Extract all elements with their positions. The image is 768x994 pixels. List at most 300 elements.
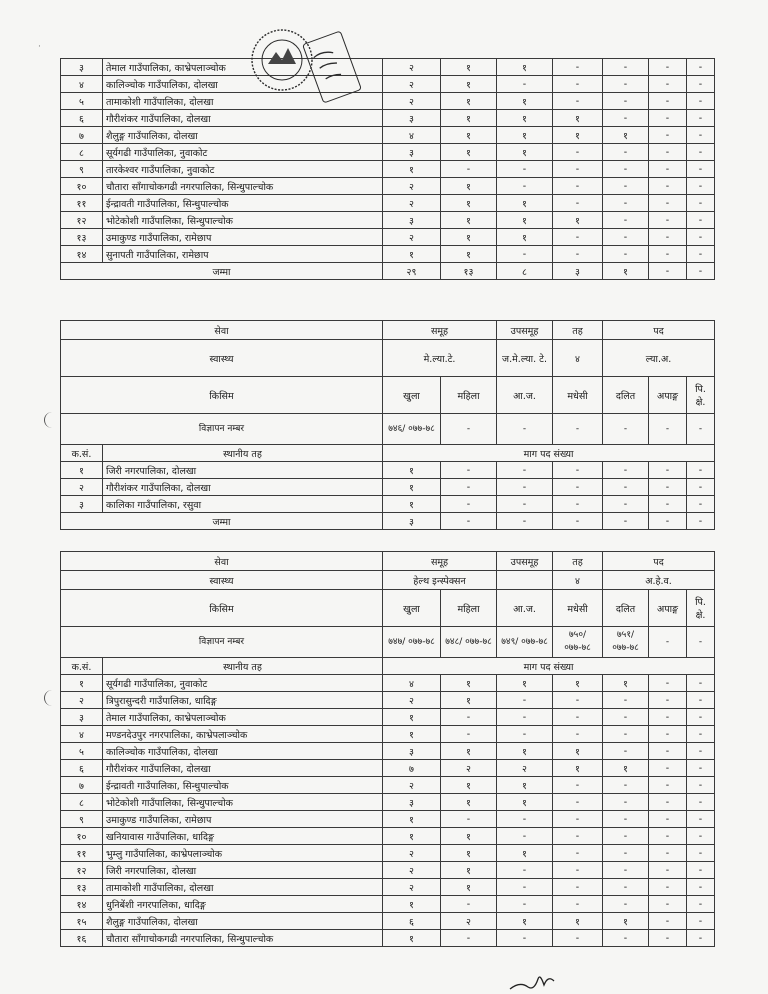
post-count: - <box>649 212 687 229</box>
post-count: - <box>497 862 553 879</box>
post-count: - <box>649 462 687 479</box>
local-level-name: कालिञ्चोक गाउँपालिका, दोलखा <box>103 76 383 93</box>
post-count: - <box>603 93 649 110</box>
serial-number: १२ <box>61 862 103 879</box>
post-count: - <box>553 462 603 479</box>
post-count: - <box>497 462 553 479</box>
post-count: - <box>687 496 715 513</box>
post-count: - <box>687 743 715 760</box>
post-count: - <box>553 479 603 496</box>
post-count: - <box>649 743 687 760</box>
post-count: २ <box>383 777 441 794</box>
post-count: ७ <box>383 760 441 777</box>
local-level-name: खनियावास गाउँपालिका, धादिङ्ग <box>103 828 383 845</box>
post-count: - <box>649 811 687 828</box>
table-row <box>61 144 715 161</box>
post-count: - <box>603 879 649 896</box>
post-count: - <box>603 246 649 263</box>
table-row <box>61 161 715 178</box>
table-row <box>61 862 715 879</box>
post-count: - <box>553 879 603 896</box>
post-count: - <box>687 777 715 794</box>
post-count: २ <box>441 913 497 930</box>
post-count: २ <box>383 93 441 110</box>
serial-number: ५ <box>61 93 103 110</box>
post-count: - <box>687 879 715 896</box>
table-health-inspection: सेवा समूह उपसमूह तह पद स्वास्थ्य हेल्थ इन्स्पेक्सन ४ अ.हे.व. किसिम खुला महिला आ.ज. मधेसी दलित अपाङ्ग पि. क्षे. विज्ञापन नम्बर ७४७/ ०७७-७८ ७४८/ ०७७-७८ ७४९/ ०७७-७८ ७५०/ ०७७-७८ ७५१/ ०७७-७८ - - क.सं. स्थानीय तह माग पद संख्या १ सूर्यगढी गाउँपालिका, नुवाकोट ४ १ १ १ १ - - २ त्रिपुरासुन्दरी गाउँपालिका, धादिङ्ग २ १ - - - - - ३ तेमाल गाउँपालिका, काभ्रेपलाञ्चोक १ - - - - - - ४ मण्डनदेउपुर नगरपालिका, काभ्रेपलाञ्चोक १ - - - - - - ५ कालिञ्चोक गाउँपालिका, दोलखा ३ १ १ १ - - - ६ गौरीशंकर गाउँपालिका, दोलखा ७ २ २ १ १ - - ७ ईन्द्रावती गाउँपालिका, सिन्धुपाल्चोक २ १ १ - - - - ८ भोटेकोशी गाउँपालिका, सिन्धुपाल्चोक ३ १ १ - - - - ९ उमाकुण्ड गाउँपालिका, रामेछाप १ - - - - - - १० खनियावास गाउँपालिका, धादिङ्ग १ १ - - - - - ११ भुम्लु गाउँपालिका, काभ्रेपलाञ्चोक २ १ १ - - - - १२ जिरी नगरपालिका, दोलखा २ १ - - - - - १३ तामाकोशी गाउँपालिका, दोलखा २ १ - - - - - १४ धुनिबेंशी नगरपालिका, धादिङ्ग १ - - - - - - १५ शैलुङ्ग गाउँपालिका, दोलखा ६ २ १ १ १ - - १६ चौतारा साँगाचोकगढी नगरपालिका, सिन्धुपाल्चोक १ - - - - - - <box>60 551 715 947</box>
post-count: - <box>649 862 687 879</box>
post-count: - <box>649 127 687 144</box>
post-count: - <box>687 479 715 496</box>
local-level-name: शैलुङ्ग गाउँपालिका, दोलखा <box>103 127 383 144</box>
table-row <box>61 828 715 845</box>
post-count: - <box>441 479 497 496</box>
post-count: १ <box>441 127 497 144</box>
post-count: - <box>553 777 603 794</box>
post-count: १ <box>441 743 497 760</box>
local-level-name: तेमाल गाउँपालिका, काभ्रेपलाञ्चोक <box>103 59 383 76</box>
post-count: - <box>497 811 553 828</box>
post-count: १ <box>441 59 497 76</box>
post-count: १ <box>441 246 497 263</box>
post-count: - <box>687 212 715 229</box>
post-count: - <box>649 496 687 513</box>
post-count: - <box>649 161 687 178</box>
post-count: - <box>603 828 649 845</box>
serial-number: १६ <box>61 930 103 947</box>
post-count: १ <box>441 862 497 879</box>
post-count: - <box>603 709 649 726</box>
local-level-name: चौतारा साँगाचोकगढी नगरपालिका, सिन्धुपाल्चोक <box>103 930 383 947</box>
binding-mark <box>44 690 55 706</box>
post-count: - <box>687 828 715 845</box>
post-count: १ <box>441 178 497 195</box>
post-count: - <box>553 811 603 828</box>
local-level-name: सूर्यगढी गाउँपालिका, नुवाकोट <box>103 144 383 161</box>
post-count: १ <box>441 845 497 862</box>
post-count: - <box>603 794 649 811</box>
table-row <box>61 777 715 794</box>
table-row <box>61 479 715 496</box>
post-count: ३ <box>383 212 441 229</box>
table-row <box>61 879 715 896</box>
post-count: १ <box>497 195 553 212</box>
serial-number: १३ <box>61 229 103 246</box>
serial-number: ४ <box>61 726 103 743</box>
post-count: २ <box>383 879 441 896</box>
post-count: - <box>649 828 687 845</box>
post-count: - <box>553 496 603 513</box>
post-count: ४ <box>383 675 441 692</box>
post-count: - <box>687 794 715 811</box>
local-level-name: त्रिपुरासुन्दरी गाउँपालिका, धादिङ्ग <box>103 692 383 709</box>
post-count: - <box>687 59 715 76</box>
table-lab-assistant: सेवा समूह उपसमूह तह पद स्वास्थ्य मे.ल्या.टे. ज.मे.ल्या. टे. ४ ल्या.अ. किसिम खुला महिला आ.ज. मधेसी दलित अपाङ्ग पि. क्षे. विज्ञापन नम्बर ७४६/ ०७७-७८ - - - - - - क.सं. स्थानीय तह माग पद संख्या १ जिरी नगरपालिका, दोलखा १ - - - - - - २ गौरीशंकर गाउँपालिका, दोलखा १ - - - - - - ३ कालिका गाउँपालिका, रसुवा १ - - - - - - जम्मा ३ - - - - - - <box>60 320 715 530</box>
post-count: - <box>687 229 715 246</box>
scan-speck: · <box>38 42 41 52</box>
post-count: १ <box>603 913 649 930</box>
post-count: २ <box>383 229 441 246</box>
table-row <box>61 212 715 229</box>
local-level-name: कालिका गाउँपालिका, रसुवा <box>103 496 383 513</box>
post-count: १ <box>497 212 553 229</box>
post-count: १ <box>441 76 497 93</box>
post-count: - <box>649 879 687 896</box>
post-count: - <box>649 110 687 127</box>
handwritten-signature <box>508 973 568 993</box>
post-count: १ <box>497 110 553 127</box>
post-count: ४ <box>383 127 441 144</box>
table-row <box>61 93 715 110</box>
post-count: - <box>649 229 687 246</box>
total-label: जम्मा <box>61 263 383 280</box>
post-count: २ <box>383 195 441 212</box>
post-count: १ <box>553 913 603 930</box>
post-count: - <box>649 59 687 76</box>
serial-number: १५ <box>61 913 103 930</box>
post-count: - <box>553 862 603 879</box>
serial-number: १० <box>61 178 103 195</box>
local-level-name: ईन्द्रावती गाउँपालिका, सिन्धुपाल्चोक <box>103 777 383 794</box>
post-count: १ <box>383 709 441 726</box>
post-count: - <box>603 496 649 513</box>
serial-number: १० <box>61 828 103 845</box>
post-count: - <box>553 828 603 845</box>
post-count: १ <box>441 93 497 110</box>
local-level-name: सुनापती गाउँपालिका, रामेछाप <box>103 246 383 263</box>
post-count: १ <box>497 743 553 760</box>
post-count: - <box>441 930 497 947</box>
post-count: - <box>649 479 687 496</box>
post-count: - <box>497 246 553 263</box>
post-count: १ <box>497 59 553 76</box>
post-count: - <box>687 760 715 777</box>
post-count: १ <box>497 777 553 794</box>
post-count: - <box>649 930 687 947</box>
table-continuation: ३ तेमाल गाउँपालिका, काभ्रेपलाञ्चोक २ १ १ - - - - ४ कालिञ्चोक गाउँपालिका, दोलखा २ १ - - - - - ५ तामाकोशी गाउँपालिका, दोलखा २ १ १ - - - - ६ गौरीशंकर गाउँपालिका, दोलखा ३ १ १ १ - - - ७ शैलुङ्ग गाउँपालिका, दोलखा ४ १ १ १ १ - - ८ सूर्यगढी गाउँपालिका, नुवाकोट ३ १ १ - - - - ९ तारकेश्वर गाउँपालिका, नुवाकोट १ - - - - - - १० चौतारा साँगाचोकगढी नगरपालिका, सिन्धुपाल्चोक २ १ - - - - - ११ ईन्द्रावती गाउँपालिका, सिन्धुपाल्चोक २ १ १ - - - - १२ भोटेकोशी गाउँपालिका, सिन्धुपाल्चोक ३ १ १ १ - - - १३ उमाकुण्ड गाउँपालिका, रामेछाप २ १ १ - - - - १४ सुनापती गाउँपालिका, रामेछाप १ १ - - - - - जम्मा २९ १३ ८ ३ १ - - <box>60 58 715 280</box>
post-count: १ <box>383 930 441 947</box>
serial-number: १४ <box>61 896 103 913</box>
post-count: - <box>687 127 715 144</box>
post-count: १ <box>383 828 441 845</box>
post-count: १ <box>383 246 441 263</box>
post-count: - <box>441 709 497 726</box>
post-count: १ <box>497 845 553 862</box>
post-count: - <box>603 161 649 178</box>
table-row <box>61 896 715 913</box>
post-count: - <box>497 879 553 896</box>
post-count: १ <box>441 828 497 845</box>
table-row <box>61 195 715 212</box>
post-count: - <box>687 913 715 930</box>
post-count: - <box>553 93 603 110</box>
serial-number: ८ <box>61 794 103 811</box>
post-count: - <box>687 709 715 726</box>
serial-number: ८ <box>61 144 103 161</box>
post-count: ३ <box>383 110 441 127</box>
post-count: - <box>497 479 553 496</box>
post-count: २ <box>383 76 441 93</box>
post-count: - <box>649 692 687 709</box>
post-count: १ <box>497 913 553 930</box>
post-count: - <box>441 896 497 913</box>
post-count: - <box>497 161 553 178</box>
post-count: १ <box>441 777 497 794</box>
post-count: - <box>649 794 687 811</box>
post-count: - <box>687 161 715 178</box>
local-level-name: भोटेकोशी गाउँपालिका, सिन्धुपाल्चोक <box>103 212 383 229</box>
serial-number: २ <box>61 479 103 496</box>
post-count: १ <box>497 229 553 246</box>
local-level-name: तारकेश्वर गाउँपालिका, नुवाकोट <box>103 161 383 178</box>
post-count: - <box>603 76 649 93</box>
post-count: - <box>649 913 687 930</box>
post-count: १ <box>603 675 649 692</box>
table-row <box>61 246 715 263</box>
post-count: - <box>553 144 603 161</box>
post-count: - <box>687 462 715 479</box>
post-count: - <box>687 675 715 692</box>
serial-number: १ <box>61 675 103 692</box>
table-row <box>61 127 715 144</box>
post-count: - <box>687 930 715 947</box>
post-count: - <box>687 195 715 212</box>
post-count: - <box>553 692 603 709</box>
post-count: १ <box>497 93 553 110</box>
post-count: - <box>553 161 603 178</box>
post-count: १ <box>441 144 497 161</box>
post-count: १ <box>603 760 649 777</box>
serial-number: ९ <box>61 811 103 828</box>
post-count: - <box>441 726 497 743</box>
serial-number: ७ <box>61 777 103 794</box>
local-level-name: गौरीशंकर गाउँपालिका, दोलखा <box>103 110 383 127</box>
post-count: - <box>687 896 715 913</box>
post-count: - <box>497 692 553 709</box>
post-count: - <box>649 709 687 726</box>
table-row <box>61 692 715 709</box>
post-count: ३ <box>383 743 441 760</box>
serial-number: १४ <box>61 246 103 263</box>
local-level-name: भुम्लु गाउँपालिका, काभ्रेपलाञ्चोक <box>103 845 383 862</box>
serial-number: ९ <box>61 161 103 178</box>
local-level-name: गौरीशंकर गाउँपालिका, दोलखा <box>103 479 383 496</box>
local-level-name: उमाकुण्ड गाउँपालिका, रामेछाप <box>103 811 383 828</box>
post-count: - <box>603 479 649 496</box>
post-count: - <box>497 828 553 845</box>
post-count: १ <box>441 229 497 246</box>
post-count: - <box>687 246 715 263</box>
serial-number: १ <box>61 462 103 479</box>
post-count: - <box>603 845 649 862</box>
post-count: - <box>649 93 687 110</box>
post-count: - <box>497 496 553 513</box>
serial-number: १३ <box>61 879 103 896</box>
post-count: - <box>497 726 553 743</box>
local-level-name: जिरी नगरपालिका, दोलखा <box>103 862 383 879</box>
local-level-name: तामाकोशी गाउँपालिका, दोलखा <box>103 879 383 896</box>
post-count: - <box>497 896 553 913</box>
post-count: १ <box>553 675 603 692</box>
post-count: - <box>649 76 687 93</box>
post-count: १ <box>603 127 649 144</box>
table-row <box>61 811 715 828</box>
post-count: - <box>603 144 649 161</box>
post-count: - <box>441 462 497 479</box>
table-row <box>61 709 715 726</box>
table-row <box>61 913 715 930</box>
local-level-name: शैलुङ्ग गाउँपालिका, दोलखा <box>103 913 383 930</box>
post-count: - <box>553 246 603 263</box>
table-row <box>61 743 715 760</box>
post-count: - <box>649 144 687 161</box>
post-count: २ <box>383 59 441 76</box>
serial-number: ५ <box>61 743 103 760</box>
post-count: २ <box>383 845 441 862</box>
serial-number: ११ <box>61 195 103 212</box>
post-count: - <box>603 195 649 212</box>
local-level-name: तामाकोशी गाउँपालिका, दोलखा <box>103 93 383 110</box>
post-count: - <box>687 76 715 93</box>
local-level-name: चौतारा साँगाचोकगढी नगरपालिका, सिन्धुपाल्चोक <box>103 178 383 195</box>
post-count: - <box>603 59 649 76</box>
post-count: १ <box>441 794 497 811</box>
table-row <box>61 930 715 947</box>
post-count: १ <box>383 726 441 743</box>
post-count: - <box>649 195 687 212</box>
post-count: - <box>497 76 553 93</box>
post-count: २ <box>383 862 441 879</box>
post-count: - <box>553 76 603 93</box>
table-row <box>61 229 715 246</box>
post-count: - <box>553 59 603 76</box>
post-count: १ <box>497 144 553 161</box>
post-count: - <box>603 178 649 195</box>
post-count: - <box>441 496 497 513</box>
post-count: - <box>441 161 497 178</box>
post-count: १ <box>497 127 553 144</box>
post-count: - <box>687 862 715 879</box>
local-level-name: उमाकुण्ड गाउँपालिका, रामेछाप <box>103 229 383 246</box>
post-count: - <box>553 794 603 811</box>
advertisement-number-label: विज्ञापन नम्बर <box>61 414 383 445</box>
serial-number: ११ <box>61 845 103 862</box>
post-count: १ <box>441 675 497 692</box>
post-count: २ <box>441 760 497 777</box>
post-count: - <box>497 178 553 195</box>
local-level-name: सूर्यगढी गाउँपालिका, नुवाकोट <box>103 675 383 692</box>
post-count: २ <box>383 692 441 709</box>
local-level-name: गौरीशंकर गाउँपालिका, दोलखा <box>103 760 383 777</box>
post-count: २ <box>497 760 553 777</box>
post-count: - <box>687 144 715 161</box>
post-count: - <box>603 692 649 709</box>
post-count: - <box>649 246 687 263</box>
local-level-name: ईन्द्रावती गाउँपालिका, सिन्धुपाल्चोक <box>103 195 383 212</box>
post-count: - <box>603 777 649 794</box>
post-count: - <box>553 229 603 246</box>
binding-mark <box>44 412 55 428</box>
post-count: - <box>603 462 649 479</box>
local-level-name: जिरी नगरपालिका, दोलखा <box>103 462 383 479</box>
post-count: - <box>497 709 553 726</box>
post-count: - <box>497 930 553 947</box>
serial-number: ३ <box>61 59 103 76</box>
post-count: १ <box>441 110 497 127</box>
table-row <box>61 726 715 743</box>
advertisement-number-label: विज्ञापन नम्बर <box>61 627 383 658</box>
post-count: - <box>687 110 715 127</box>
local-level-name: भोटेकोशी गाउँपालिका, सिन्धुपाल्चोक <box>103 794 383 811</box>
table-row <box>61 76 715 93</box>
post-count: - <box>553 178 603 195</box>
table-row <box>61 675 715 692</box>
post-count: - <box>687 845 715 862</box>
local-level-name: धुनिबेंशी नगरपालिका, धादिङ्ग <box>103 896 383 913</box>
table-row <box>61 110 715 127</box>
local-level-name: तेमाल गाउँपालिका, काभ्रेपलाञ्चोक <box>103 709 383 726</box>
post-count: - <box>603 930 649 947</box>
post-count: - <box>603 212 649 229</box>
post-count: १ <box>383 161 441 178</box>
post-count: - <box>603 743 649 760</box>
post-count: - <box>603 110 649 127</box>
serial-number: १२ <box>61 212 103 229</box>
table-row <box>61 794 715 811</box>
serial-number: ३ <box>61 709 103 726</box>
serial-number: ६ <box>61 110 103 127</box>
post-count: १ <box>383 811 441 828</box>
post-count: - <box>553 896 603 913</box>
post-count: - <box>649 726 687 743</box>
post-count: १ <box>553 760 603 777</box>
post-count: १ <box>497 675 553 692</box>
local-level-name: मण्डनदेउपुर नगरपालिका, काभ्रेपलाञ्चोक <box>103 726 383 743</box>
post-count: - <box>649 178 687 195</box>
post-count: - <box>603 896 649 913</box>
post-count: - <box>649 845 687 862</box>
post-count: १ <box>383 496 441 513</box>
post-count: - <box>649 675 687 692</box>
table-row <box>61 178 715 195</box>
post-count: - <box>603 811 649 828</box>
table-row <box>61 59 715 76</box>
post-count: १ <box>497 794 553 811</box>
serial-number: ४ <box>61 76 103 93</box>
post-count: - <box>603 726 649 743</box>
post-count: १ <box>441 879 497 896</box>
post-count: १ <box>383 479 441 496</box>
post-count: १ <box>553 212 603 229</box>
serial-number: ६ <box>61 760 103 777</box>
post-count: ३ <box>383 794 441 811</box>
post-count: १ <box>553 127 603 144</box>
table-row <box>61 496 715 513</box>
table-row <box>61 760 715 777</box>
post-count: ३ <box>383 144 441 161</box>
post-count: - <box>553 709 603 726</box>
post-count: १ <box>441 692 497 709</box>
post-count: - <box>553 726 603 743</box>
serial-number: ३ <box>61 496 103 513</box>
post-count: १ <box>441 212 497 229</box>
post-count: - <box>553 930 603 947</box>
post-count: - <box>687 93 715 110</box>
serial-number: ७ <box>61 127 103 144</box>
local-level-name: कालिञ्चोक गाउँपालिका, दोलखा <box>103 743 383 760</box>
table-row <box>61 845 715 862</box>
post-count: - <box>687 811 715 828</box>
